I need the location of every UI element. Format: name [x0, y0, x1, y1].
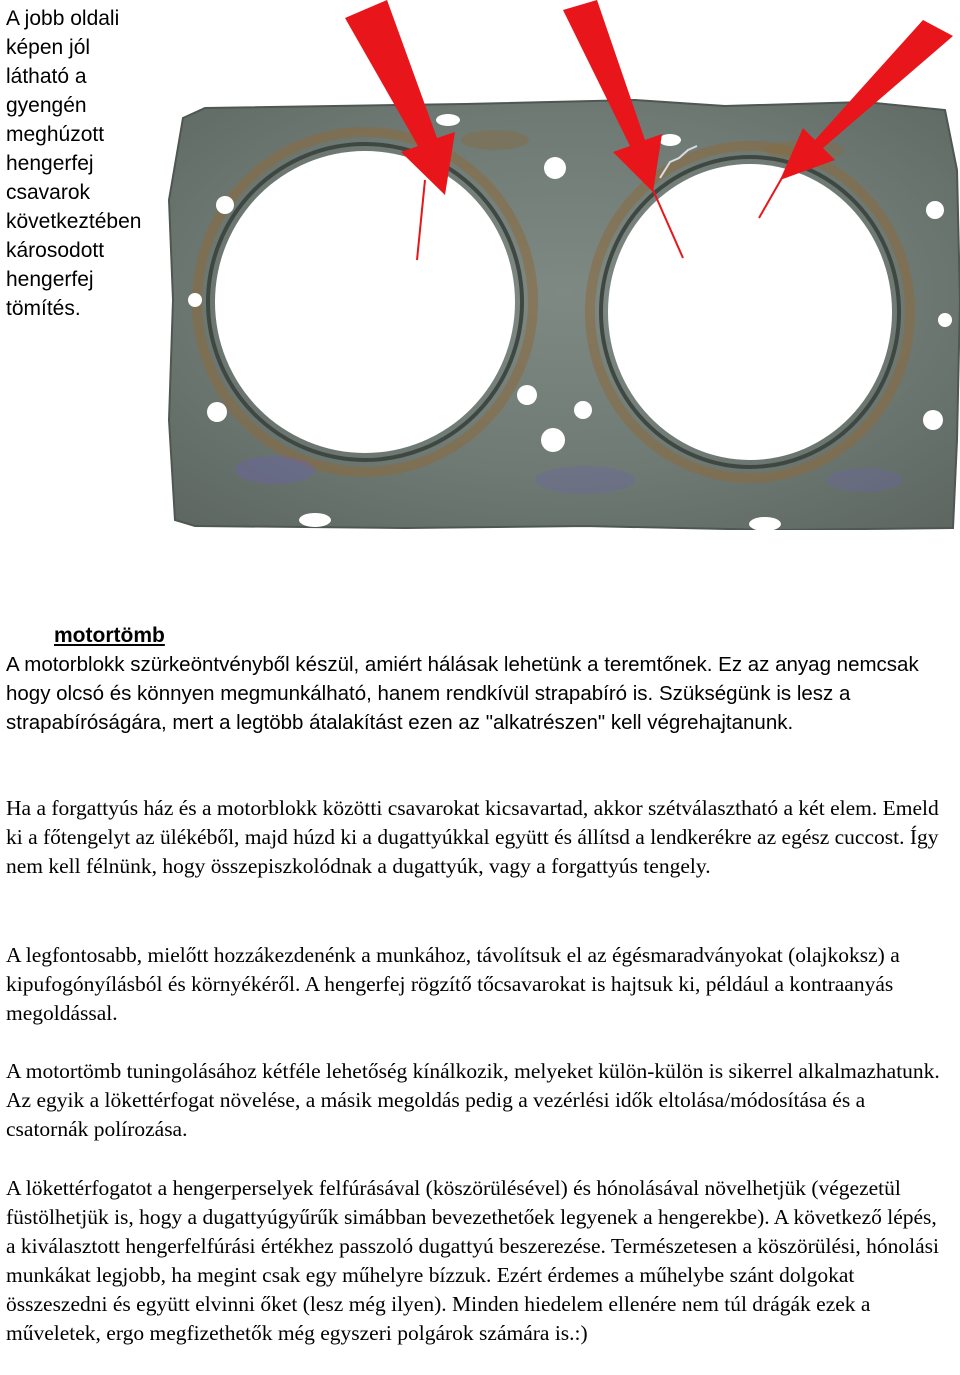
image-caption: A jobb oldali képen jól látható a gyengén meghúzott hengerfej csavarok következtében károsodott hengerfej tömítés.	[6, 7, 142, 320]
paragraph-tuning-options: A motortömb tuningolásához kétféle lehetőség kínálkozik, melyeket külön-külön is sikerrel alkalmazhatunk. Az egyik a lökettérfogat növelése, a másik megoldás pedig a vezérlési idők eltolása/módosítása és a csatornák polírozása.	[6, 1059, 940, 1141]
head-gasket-photo	[165, 0, 960, 530]
paragraph-cleaning: A legfontosabb, mielőtt hozzákezdenénk a munkához, távolítsuk el az égésmaradványokat (olajkoksz) a kipufogónyílásból és környékéről. A hengerfej rögzítő tőcsavarokat is hajtsuk ki, például a kontraanyás megoldással.	[6, 943, 900, 1025]
paragraph-disassembly: Ha a forgattyús ház és a motorblokk közötti csavarokat kicsavartad, akkor szétválasztható a két elem. Emeld ki a főtengelyt az ülékéből, majd húzd ki a dugattyúkkal együtt és állítsd a lendkerékre az egész cuccost. Így nem kell félnünk, hogy összepiszkolódnak a dugattyúk, vagy a forgattyús tengely.	[6, 796, 939, 878]
paragraph-intro: A motorblokk szürkeöntvényből készül, amiért hálásak lehetünk a teremtőnek. Ez az anyag nemcsak hogy olcsó és könnyen megmunkálható, hanem rendkívül strapabíró is. Szükségünk is lesz a strapabíróságára, mert a legtöbb átalakítást ezen az "alkatrészen" kell végrehajtanunk.	[6, 653, 919, 734]
paragraph-displacement: A lökettérfogatot a hengerperselyek felfúrásával (köszörülésével) és hónolásával növelhetjük (végezetül füstölhetjük is, hogy a dugattyúgyűrűk simábban bevezethetőek legyenek a hengerekbe). A következő lépés, a kiválasztott hengerfelfúrási értékhez passzoló dugattyú beszerezése. Természetesen a köszörülési, hónolási munkákat legjobb, ha megint csak egy műhelyre bízzuk. Ezért érdemes a műhelybe szánt dolgokat összeszedni és együtt elvinni őket (lesz még ilyen). Minden hiedelem ellenére nem túl drágák ezek a műveletek, ergo megfizethetők még egyszeri polgárok számára is.:)	[6, 1176, 939, 1345]
section-heading: motortömb	[54, 624, 165, 647]
gasket-plate	[169, 100, 960, 530]
